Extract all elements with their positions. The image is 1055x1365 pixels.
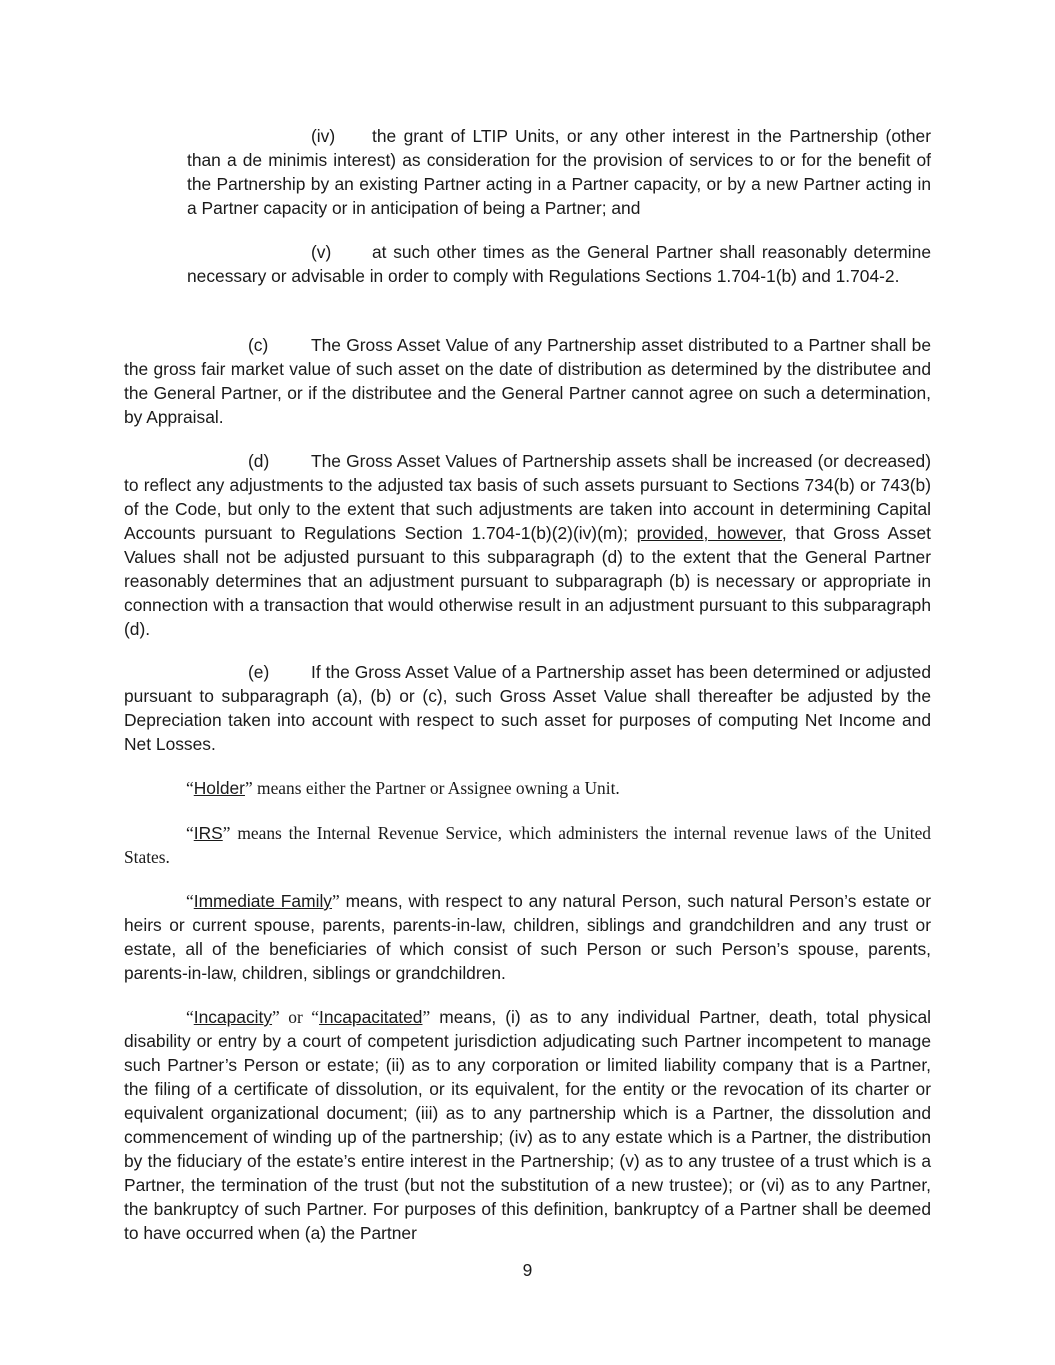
paragraph-c-label: (c) [248,335,269,355]
term-immediate-family: Immediate Family [193,891,333,911]
paragraph-c-text: The Gross Asset Value of any Partnership asset distributed to a Partner shall be the gross fair market value of such asset on the date of distribution as determined by the distributee and the General Partner, or if the distributee and the General Partner cannot agree on such a determination, by Appraisal. [124,335,931,427]
definition-immediate-family-text: ” means, with respect to any natural Person, such natural Person’s estate or heirs or current spouse, parents, parents-in-law, children, siblings and grandchildren and any trust or estate, all of the beneficiaries of which consist of such Person or such Person’s spouse, parents, parents-in-law, children, siblings or grandchildren. [124,891,931,983]
paragraph-iv-label: (iv) [311,126,336,146]
paragraph-iv [187,124,931,220]
paragraph-c [124,333,931,429]
paragraph-v [187,240,931,288]
paragraph-v-text: at such other times as the General Partner shall reasonably determine necessary or advisable in order to comply with Regulations Sections 1.704-1(b) and 1.704-2. [187,242,931,286]
paragraph-d-label: (d) [248,451,270,471]
paragraph-v-label: (v) [311,242,332,262]
term-incapacitated: Incapacitated [319,1007,423,1027]
term-holder: Holder [193,778,245,798]
paragraph-e-label: (e) [248,662,270,682]
provided-however-emphasis: provided, however [636,523,782,543]
definition-holder: “Holder” means either the Partner or Assignee owning a Unit. [186,778,620,798]
definition-incapacity: “Incapacity” or “Incapacitated” means, (i) as to any individual Partner, death, total physical disability or entry by a court of competent jurisdiction adjudicating such Partner incompetent to manage such Partner’s Person or estate; (ii) as to any corporation or limited liability company that is a Partner, the filing of a certificate of dissolution, or its equivalent, for the entity or the revocation of its charter or equivalent organizational document; (iii) as to any partnership which is a Partner, the dissolution and commencement of winding up of the partnership; (iv) as to any estate which is a Partner, the distribution by the fiduciary of the estate’s entire interest in the Partnership; (v) as to any trustee of a trust which is a Partner, the termination of the trust (but not the substitution of a new trustee); or (vi) as to any Partner, the bankruptcy of such Partner. For purposes of this definition, bankruptcy of a Partner shall be deemed to have occurred when (a) the Partner [124,1007,931,1243]
term-incapacity: Incapacity [193,1007,273,1027]
definition-irs: “IRS” means the Internal Revenue Service, which administers the internal revenue laws of the United States. [124,823,931,867]
definition-incapacity-text: means, (i) as to any individual Partner, death, total physical disability or entry by a court of competent jurisdiction adjudicating such Partner incompetent to manage such Partner’s Person or estate; (ii) as to any corporation or limited liability company that is a Partner, the filing of a certificate of dissolution, or its equivalent, for the entity or the revocation of its charter or equivalent organizational document; (iii) as to any partnership which is a Partner, the dissolution and commencement of winding up of the partnership; (iv) as to any estate which is a Partner, the distribution by the fiduciary of the estate’s entire interest in the Partnership; (v) as to any trustee of a trust which is a Partner, the termination of the trust (but not the substitution of a new trustee); or (vi) as to any Partner, the bankruptcy of such Partner. For purposes of this definition, bankruptcy of a Partner shall be deemed to have occurred when (a) the Partner [124,1007,931,1243]
paragraph-e [124,660,931,756]
term-irs: IRS [193,823,223,843]
paragraph-e-text: If the Gross Asset Value of a Partnership asset has been determined or adjusted pursuant to subparagraph (a), (b) or (c), such Gross Asset Value shall thereafter be adjusted by the Depreciation taken into account with respect to such asset for purposes of computing Net Income and Net Losses. [124,662,931,754]
paragraph-iv-text: the grant of LTIP Units, or any other interest in the Partnership (other than a de minimis interest) as consideration for the provision of services to or for the benefit of the Partnership by an existing Partner acting in a Partner capacity, or by a new Partner acting in a Partner capacity or in anticipation of being a Partner; and [187,126,931,218]
paragraph-d [124,449,931,641]
paragraph-d-text-a: The Gross Asset Values of Partnership assets shall be increased (or decreased) to reflect any adjustments to the adjusted tax basis of such assets pursuant to Sections 734(b) or 743(b) of the Code, but only to the extent that such adjustments are taken into account in determining Capital Accounts pursuant to Regulations Section 1.704-1(b)(2)(iv)(m); [124,451,931,543]
definition-immediate-family: “Immediate Family” means, with respect to any natural Person, such natural Person’s estate or heirs or current spouse, parents, parents-in-law, children, siblings and grandchildren and any trust or estate, all of the beneficiaries of which consist of such Person or such Person’s spouse, parents, parents-in-law, children, siblings or grandchildren. [124,891,931,983]
definition-irs-text: ” means the Internal Revenue Service, which administers the internal revenue laws of the United States. [124,823,931,867]
paragraph-d-text-b: , that Gross Asset Values shall not be adjusted pursuant to this subparagraph (d) to the extent that the General Partner reasonably determines that an adjustment pursuant to subparagraph (b) is necessary or appropriate in connection with a transaction that would otherwise result in an adjustment pursuant to this subparagraph (d). [124,523,931,639]
page-number: 9 [522,1260,533,1280]
definition-holder-text: ” means either the Partner or Assignee owning a Unit. [244,778,620,798]
